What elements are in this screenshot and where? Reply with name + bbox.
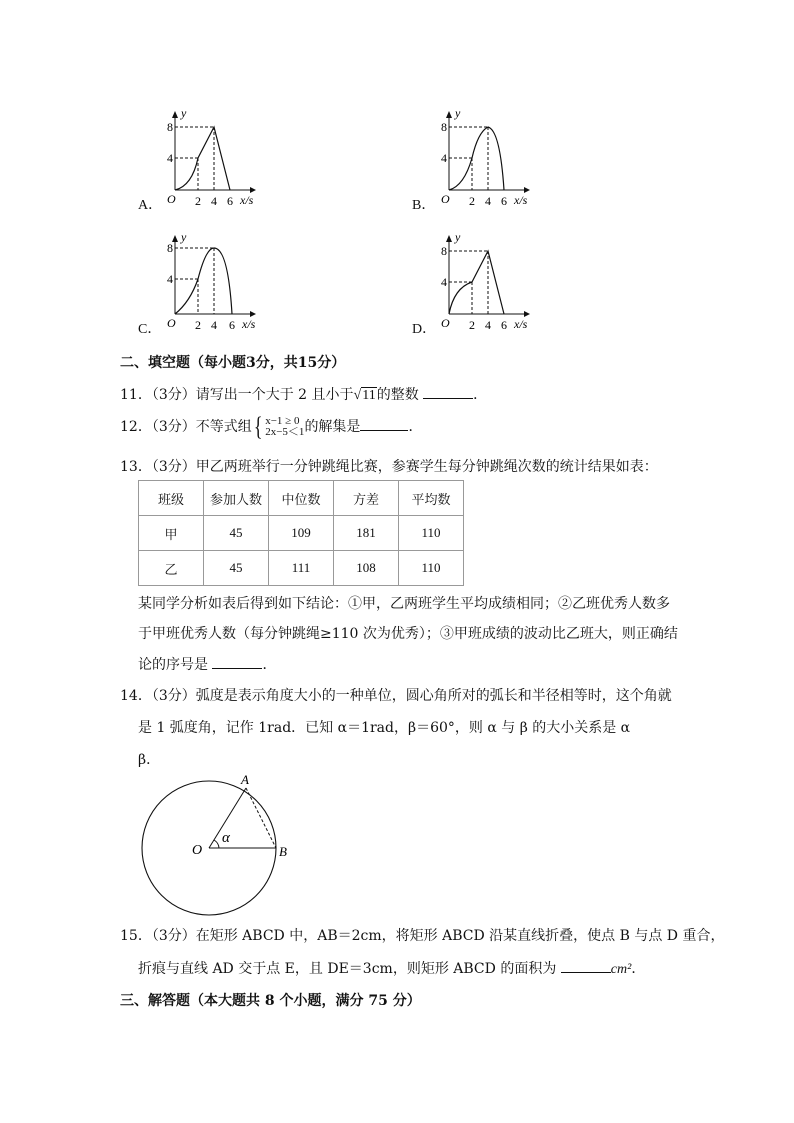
q13-answer-blank[interactable] [212, 654, 262, 669]
y-tick-8: 8 [167, 120, 173, 134]
x-tick-2: 2 [469, 318, 475, 332]
inequality-system [252, 412, 305, 441]
q11-radicand: 11 [362, 388, 376, 403]
y-tick-8: 8 [441, 120, 447, 134]
option-b-graph [434, 108, 544, 208]
point-b-label: B [279, 844, 287, 859]
y-axis-label: y [455, 232, 461, 244]
y-tick-8: 8 [441, 244, 447, 258]
origin-label: O [441, 316, 450, 330]
point-a-label: A [241, 772, 249, 787]
option-d-label: D． [412, 322, 437, 337]
q12-answer-blank[interactable] [360, 416, 408, 431]
q11-answer-blank[interactable] [423, 384, 473, 399]
point-o-label: O [192, 843, 203, 858]
q12-text: 12．（3分）不等式组 [120, 419, 252, 435]
q14-line-2: 是 1 弧度角，记作 1rad．已知 α＝1rad，β＝60°，则 α 与 β 的大小关系是 α [138, 720, 631, 736]
table-header: 中位数 [269, 481, 334, 516]
x-axis-label: x/s [514, 193, 528, 207]
x-axis-label: x/s [242, 317, 256, 331]
q15-answer-blank[interactable] [561, 958, 611, 973]
option-a-graph [160, 108, 270, 208]
table-cell: 110 [399, 551, 464, 586]
x-tick-4: 4 [485, 194, 491, 208]
stats-table [138, 480, 464, 586]
y-tick-4: 4 [167, 151, 173, 165]
section-2-title: 二、填空题（每小题3分，共15分） [120, 355, 346, 371]
x-tick-2: 2 [469, 194, 475, 208]
x-tick-6: 6 [229, 318, 235, 332]
origin-label: O [167, 192, 176, 206]
table-header: 班级 [139, 481, 204, 516]
x-axis-label: x/s [240, 193, 254, 207]
x-axis-label: x/s [514, 317, 528, 331]
table-cell: 45 [204, 551, 269, 586]
q13-line-3: 论的序号是 ． [138, 654, 276, 675]
y-axis-label: y [181, 232, 187, 244]
q14-line-1: 14．（3分）弧度是表示角度大小的一种单位，圆心角所对的弧长和半径相等时，这个角就 [120, 688, 672, 704]
option-c-label: C． [138, 322, 162, 337]
table-header: 方差 [334, 481, 399, 516]
q15-line-1: 15．（3分）在矩形 ABCD 中，AB＝2cm，将矩形 ABCD 沿某直线折叠，使点 B 与点 D 重合， [120, 928, 725, 944]
q13-line-2: 于甲班优秀人数（每分钟跳绳≥110 次为优秀）；③甲班成绩的波动比乙班大，则正确结 [138, 626, 678, 642]
table-row [139, 516, 464, 551]
question-12: 12．（3分）不等式组 { x−1 ≥ 0 2x−5＜1 的解集是 ． [120, 412, 423, 441]
x-tick-4: 4 [485, 318, 491, 332]
q13-line-1: 某同学分析如表后得到如下结论：①甲，乙两班学生平均成绩相同；②乙班优秀人数多 [138, 596, 670, 612]
y-tick-8: 8 [167, 241, 173, 255]
brace-icon: { [253, 412, 263, 441]
table-cell: 110 [399, 516, 464, 551]
question-11: 11．（3分）请写出一个大于 2 且小于√11的整数 ． [120, 384, 487, 406]
x-tick-2: 2 [195, 194, 201, 208]
option-a-label: A． [138, 198, 163, 213]
table-cell: 181 [334, 516, 399, 551]
table-cell: 108 [334, 551, 399, 586]
x-tick-6: 6 [501, 318, 507, 332]
q13-intro: 13．（3分）甲乙两班举行一分钟跳绳比赛，参赛学生每分钟跳绳次数的统计结果如表： [120, 459, 658, 475]
x-tick-6: 6 [501, 194, 507, 208]
y-tick-4: 4 [441, 275, 447, 289]
y-tick-4: 4 [167, 272, 173, 286]
q12-suffix: 的解集是 [304, 419, 361, 435]
q11-text: 11．（3分）请写出一个大于 2 且小于 [120, 387, 354, 403]
y-axis-label: y [181, 108, 187, 120]
y-tick-4: 4 [441, 151, 447, 165]
table-cell: 45 [204, 516, 269, 551]
q11-suffix: 的整数 [376, 387, 419, 403]
origin-label: O [441, 192, 450, 206]
circle-figure [136, 772, 306, 922]
section-3-title: 三、解答题（本大题共 8 个小题，满分 75 分） [120, 993, 421, 1009]
angle-alpha-label: α [222, 830, 230, 846]
table-header-row [139, 481, 464, 516]
table-cell: 甲 [139, 516, 204, 551]
table-header: 平均数 [399, 481, 464, 516]
option-d-graph [434, 232, 544, 332]
option-c-graph [160, 232, 270, 332]
table-cell: 109 [269, 516, 334, 551]
table-cell: 乙 [139, 551, 204, 586]
origin-label: O [167, 316, 176, 330]
sqrt-symbol: √11 [353, 388, 376, 403]
x-tick-2: 2 [195, 318, 201, 332]
q14-line-3: β． [138, 752, 161, 768]
x-tick-6: 6 [227, 194, 233, 208]
q15-line-2: 折痕与直线 AD 交于点 E，且 DE＝3cm，则矩形 ABCD 的面积为 cm²． [138, 958, 645, 980]
option-b-label: B． [412, 198, 436, 213]
table-cell: 111 [269, 551, 334, 586]
table-row [139, 551, 464, 586]
table-header: 参加人数 [204, 481, 269, 516]
inequality-row-1: x−1 ≥ 0 [265, 415, 300, 427]
y-axis-label: y [455, 108, 461, 120]
inequality-row-2: 2x−5＜1 [265, 426, 305, 438]
x-tick-4: 4 [211, 194, 217, 208]
x-tick-4: 4 [211, 318, 217, 332]
